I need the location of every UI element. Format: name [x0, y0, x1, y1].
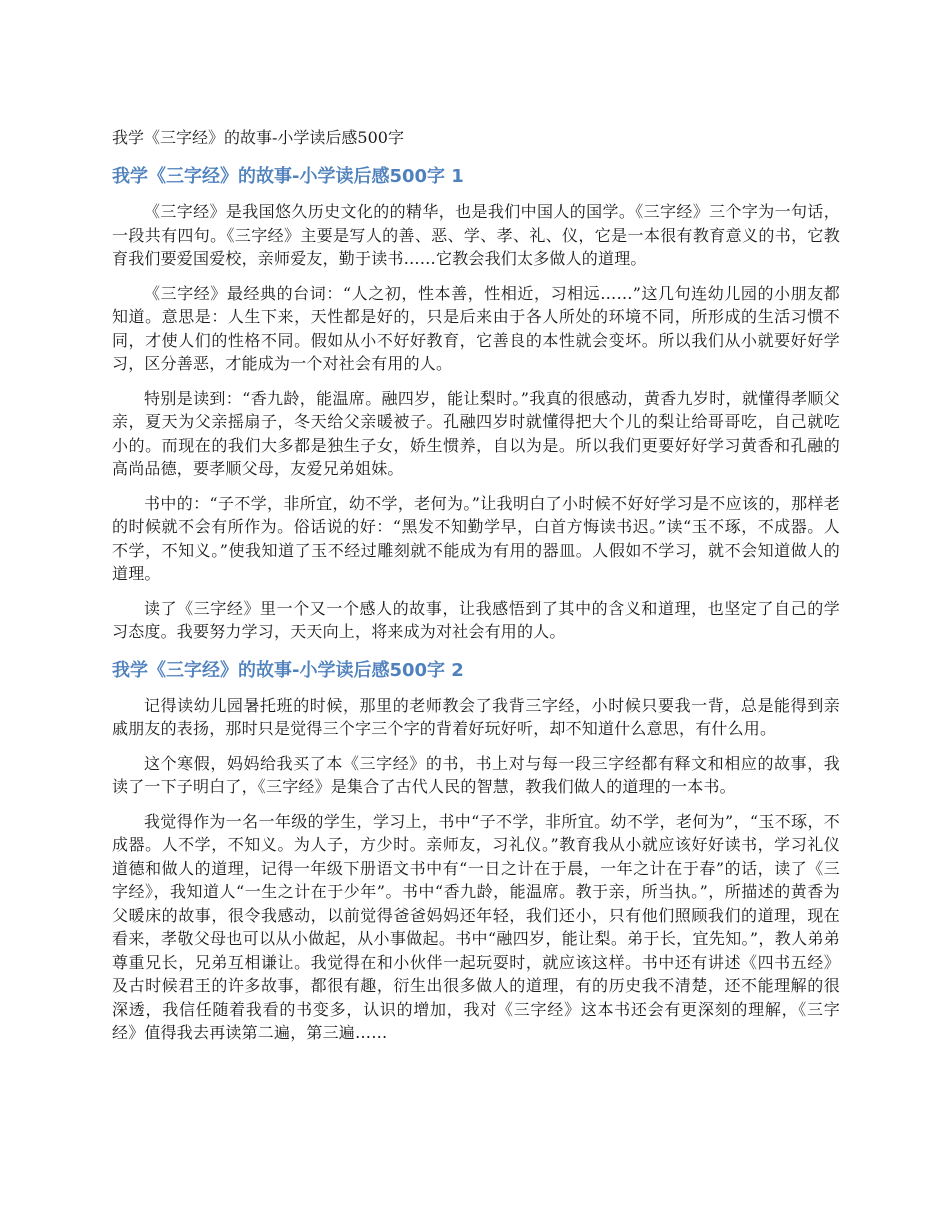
paragraph: 这个寒假，妈妈给我买了本《三字经》的书，书上对与每一段三字经都有释文和相应的故事，我读了一下子明白了，《三字经》是集合了古代人民的智慧，教我们做人的道理的一本书。 [112, 753, 840, 796]
paragraph: 特别是读到：“香九龄，能温席。融四岁，能让梨时。”我真的很感动，黄香九岁时，就懂得孝顺父亲，夏天为父亲摇扇子，冬天给父亲暖被子。孔融四岁时就懂得把大个儿的梨让给哥哥吃，自己就吃小的。而现在的我们大多都是独生子女，娇生惯养，自以为是。所以我们更要好好学习黄香和孔融的高尚品德，要孝顺父母，友爱兄弟姐妹。 [112, 388, 840, 478]
paragraph: 《三字经》最经典的台词：“人之初，性本善，性相近，习相远……”这几句连幼儿园的小朋友都知道。意思是：人生下来，天性都是好的，只是后来由于各人所处的环境不同，所形成的生活习惯不同，才使人们的性格不同。假如从小不好好教育，它善良的本性就会变坏。所以我们从小就要好好学习，区分善恶，才能成为一个对社会有用的人。 [112, 283, 840, 373]
paragraph: 我觉得作为一名一年级的学生，学习上，书中“子不学，非所宜。幼不学，老何为”，“玉不琢，不成器。人不学，不知义。为人子，方少时。亲师友，习礼仪。”教育我从小就应该好好读书，学习礼仪道德和做人的道理，记得一年级下册语文书中有“一日之计在于晨，一年之计在于春”的话，读了《三字经》，我知道人“一生之计在于少年”。书中“香九龄，能温席。教于亲，所当执。”，所描述的黄香为父暖床的故事，很令我感动，以前觉得爸爸妈妈还年轻，我们还小，只有他们照顾我们的道理，现在看来，孝敬父母也可以从小做起，从小事做起。书中“融四岁，能让梨。弟于长，宜先知。”，教人弟弟尊重兄长，兄弟互相谦让。我觉得在和小伙伴一起玩耍时，就应该这样。书中还有讲述《四书五经》及古时候君王的许多故事，都很有趣，衍生出很多做人的道理，有的历史我不清楚，还不能理解的很深透，我信任随着我看的书变多，认识的增加，我对《三字经》这本书还会有更深刻的理解，《三字经》值得我去再读第二遍，第三遍…… [112, 811, 840, 1042]
paragraph: 读了《三字经》里一个又一个感人的故事，让我感悟到了其中的含义和道理，也坚定了自己的学习态度。我要努力学习，天天向上，将来成为对社会有用的人。 [112, 598, 840, 641]
section-1 [112, 164, 840, 644]
paragraph: 《三字经》是我国悠久历史文化的的精华，也是我们中国人的国学。《三字经》三个字为一句话，一段共有四句。《三字经》主要是写人的善、恶、学、孝、礼、仪，它是一本很有教育意义的书，它教育我们要爱国爱校，亲师爱友，勤于读书……它教会我们太多做人的道理。 [112, 202, 840, 268]
section-heading: 我学《三字经》的故事-小学读后感500字 1 [112, 166, 464, 187]
paragraph: 书中的：“子不学，非所宜，幼不学，老何为。”让我明白了小时候不好好学习是不应该的，那样老的时候就不会有所作为。俗话说的好：“黑发不知勤学早，白首方悔读书迟。”读“玉不琢，不成器。人不学，不知义。”使我知道了玉不经过雕刻就不能成为有用的器皿。人假如不学习，就不会知道做人的道理。 [112, 493, 840, 583]
section-heading: 我学《三字经》的故事-小学读后感500字 2 [112, 659, 464, 681]
document-page [112, 126, 840, 1056]
paragraph: 记得读幼儿园暑托班的时候，那里的老师教会了我背三字经，小时候只要我一背，总是能得到亲戚朋友的表扬，那时只是觉得三个字三个字的背着好玩好听，却不知道什么意思，有什么用。 [112, 695, 840, 738]
document-title: 我学《三字经》的故事-小学读后感500字 [112, 128, 404, 147]
section-2 [112, 658, 840, 1045]
